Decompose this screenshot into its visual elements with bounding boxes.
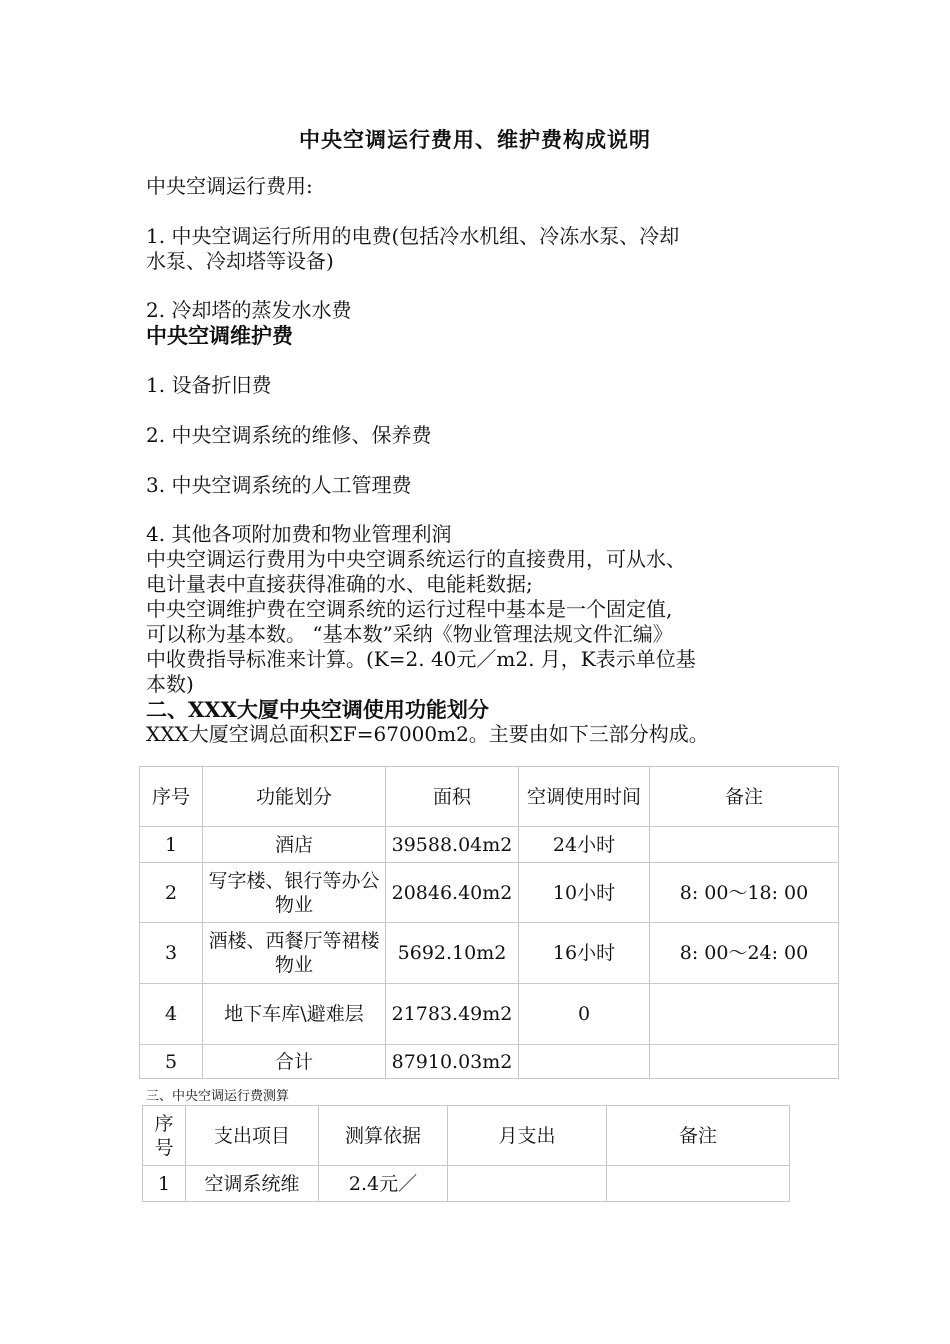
paragraph-line: 本数) [146, 672, 194, 696]
header-cell: 测算依据 [319, 1106, 448, 1166]
header-cell: 空调使用时间 [519, 767, 650, 827]
header-cell: 功能划分 [203, 767, 386, 827]
table-cell: 3 [140, 923, 203, 984]
maint-item-4: 4. 其他各项附加费和物业管理利润 [146, 522, 452, 546]
table-header-row [140, 767, 839, 827]
table-cell: 4 [140, 984, 203, 1045]
run-item-1-cont: 水泵、冷却塔等设备) [146, 249, 334, 273]
table-cell: 2 [140, 863, 203, 923]
table-cell: 5692.10m2 [386, 923, 519, 984]
maint-item-3: 3. 中央空调系统的人工管理费 [146, 473, 412, 497]
header-cell: 月支出 [448, 1106, 607, 1166]
paragraph-line: 中央空调运行费用为中央空调系统运行的直接费用，可从水、 [146, 547, 686, 571]
table-cell: 39588.04m2 [386, 827, 519, 863]
header-cell: 序号 [143, 1106, 186, 1166]
maint-cost-heading: 中央空调维护费 [146, 323, 293, 348]
table-row [140, 1045, 839, 1079]
paragraph-line: 电计量表中直接获得准确的水、电能耗数据; [146, 572, 533, 596]
header-cell: 序号 [140, 767, 203, 827]
run-item-2: 2. 冷却塔的蒸发水水费 [146, 298, 352, 322]
table-cell [650, 984, 839, 1045]
table-cell: 1 [143, 1166, 186, 1202]
table-row [140, 984, 839, 1045]
table-cell: 87910.03m2 [386, 1045, 519, 1079]
header-cell: 支出项目 [186, 1106, 319, 1166]
header-cell: 备注 [607, 1106, 790, 1166]
section2-intro: XXX大厦空调总面积ΣF=67000m2。主要由如下三部分构成。 [146, 722, 709, 746]
function-division-table [139, 766, 839, 1079]
table-cell: 8: 00～24: 00 [650, 923, 839, 984]
table-cell: 20846.40m2 [386, 863, 519, 923]
table-cell [448, 1166, 607, 1202]
table-cell [519, 1045, 650, 1079]
table-cell: 空调系统维 [186, 1166, 319, 1202]
table-cell: 酒店 [203, 827, 386, 863]
paragraph-line: 中央空调维护费在空调系统的运行过程中基本是一个固定值, [146, 597, 673, 621]
table-header-row [143, 1106, 790, 1166]
table-cell [607, 1166, 790, 1202]
run-item-1: 1. 中央空调运行所用的电费(包括冷水机组、冷冻水泵、冷却 [146, 224, 680, 248]
table-row [140, 827, 839, 863]
run-cost-heading: 中央空调运行费用: [146, 174, 313, 198]
table-cell: 24小时 [519, 827, 650, 863]
table-cell: 0 [519, 984, 650, 1045]
table-cell: 16小时 [519, 923, 650, 984]
paragraph-line: 可以称为基本数。 “基本数”采纳《物业管理法规文件汇编》 [146, 622, 673, 646]
header-cell: 备注 [650, 767, 839, 827]
section3-heading: 三、中央空调运行费测算 [146, 1089, 290, 1104]
maint-item-1: 1. 设备折旧费 [146, 373, 272, 397]
table-cell: 1 [140, 827, 203, 863]
document-title: 中央空调运行费用、维护费构成说明 [299, 127, 651, 152]
table-cell [650, 827, 839, 863]
table-cell [650, 1045, 839, 1079]
table-cell: 2.4元／ [319, 1166, 448, 1202]
section2-heading: 二、XXX大厦中央空调使用功能划分 [146, 697, 489, 722]
paragraph-line: 中收费指导标准来计算。(K=2. 40元／m2. 月，K表示单位基 [146, 647, 696, 671]
header-cell: 面积 [386, 767, 519, 827]
table-row [140, 863, 839, 923]
table-cell: 21783.49m2 [386, 984, 519, 1045]
table-cell: 合计 [203, 1045, 386, 1079]
table-cell: 酒楼、西餐厅等裙楼物业 [203, 923, 386, 984]
table-row [143, 1166, 790, 1202]
maint-item-2: 2. 中央空调系统的维修、保养费 [146, 423, 432, 447]
table-cell: 8: 00～18: 00 [650, 863, 839, 923]
table-cell: 写字楼、银行等办公物业 [203, 863, 386, 923]
table-cell: 地下车库\避难层 [203, 984, 386, 1045]
table-cell: 5 [140, 1045, 203, 1079]
operating-cost-table [142, 1105, 790, 1202]
table-cell: 10小时 [519, 863, 650, 923]
table-row [140, 923, 839, 984]
